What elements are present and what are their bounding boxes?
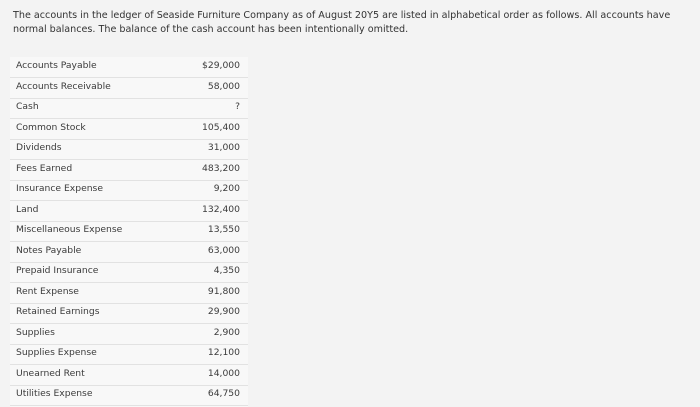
ledger-row [10,57,248,78]
ledger-row [10,303,248,324]
account-balance: 12,100 [207,347,240,358]
ledger-row [10,344,248,365]
account-name: Utilities Expense [16,388,93,399]
ledger-row [10,262,248,283]
account-name: Insurance Expense [16,183,103,194]
account-balance: 58,000 [207,80,240,92]
account-name: Dividends [16,142,62,153]
account-balance: 105,400 [202,121,240,133]
ledger-row [10,324,248,345]
ledger-row [10,180,248,201]
ledger-row [10,365,248,386]
account-name: Unearned Rent [16,367,85,379]
ledger-row [10,160,248,181]
account-balance: 91,800 [207,285,240,297]
ledger-row [10,78,248,99]
account-balance: 2,900 [213,326,240,338]
ledger-row [10,283,248,304]
ledger-row [10,98,248,119]
account-name: Miscellaneous Expense [16,224,123,235]
account-balance: $29,000 [202,60,240,71]
account-name: Supplies [16,326,55,338]
account-balance: ? [235,101,240,112]
account-name: Retained Earnings [16,306,100,317]
account-balance: 14,000 [207,367,240,379]
account-balance: 483,200 [202,162,240,174]
account-name: Land [16,203,39,215]
account-name: Prepaid Insurance [16,265,99,276]
problem-statement: The accounts in the ledger of Seaside Furniture Company as of August 20Y5 are listed in alphabetical order as follows. All accounts have normal balances. The balance of the cash account has been intentionally omitted. [13,10,671,35]
account-name: Fees Earned [16,162,73,174]
ledger-row [10,242,248,263]
ledger-row [10,385,248,406]
account-name: Supplies Expense [16,347,97,358]
ledger-row [10,201,248,222]
ledger-row [10,119,248,140]
account-balance: 31,000 [207,142,240,153]
account-balance: 132,400 [202,203,240,215]
account-balance: 13,550 [207,224,240,235]
account-balance: 9,200 [213,183,240,194]
account-balance: 4,350 [213,265,240,276]
account-name: Notes Payable [16,244,82,256]
account-name: Cash [16,101,39,112]
account-balance: 29,900 [207,306,240,317]
ledger-row [10,221,248,242]
ledger-table [10,57,248,407]
account-balance: 64,750 [207,388,240,399]
account-balance: 63,000 [207,244,240,256]
account-name: Common Stock [16,121,86,133]
account-name: Accounts Receivable [16,80,111,92]
account-name: Accounts Payable [16,60,97,71]
ledger-row [10,139,248,160]
account-name: Rent Expense [16,285,79,297]
